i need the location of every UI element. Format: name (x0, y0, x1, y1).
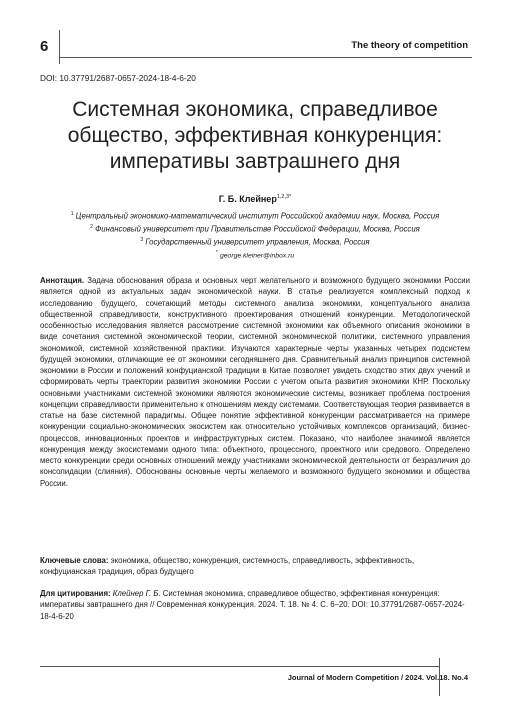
affiliation-item (40, 209, 470, 222)
citation-author: Клейнер Г. Б. (112, 589, 161, 598)
header-divider-vertical (59, 30, 60, 64)
citation (40, 588, 470, 622)
email-link[interactable]: george.kleiner@inbox.ru (219, 252, 295, 260)
citation-label: Для цитирования: (40, 589, 111, 598)
keywords-label: Ключевые слова: (40, 556, 109, 565)
citation-text: Системная экономика, справедливое общество, эффективная конкуренция: императивы завтрашнего дня // Современная конкуренция. 2024. Т. 18. № 4. С. 6–20. DOI: 10.37791/2687-0657-2024-18-4-6-20 (40, 589, 465, 621)
footer-rule (40, 666, 440, 667)
keywords-text: экономика, общество, конкуренция, системность, справедливость, эффективность, конфуцианская традиция, образ будущего (40, 556, 415, 577)
footer-journal: Journal of Modern Competition / 2024. Vol.18. No.4 (287, 673, 468, 682)
abstract-label: Аннотация. (40, 276, 85, 285)
abstract-text: Задача обоснования образа и основных черт желательного и возможного будущего экономики России является одной из актуальных задач экономической науки. В статье реализуется комплексный подход к исследованию будущего, сочетающий методы системного анализа экономики, концептуального анализа общественной справедливости, конструктивного проектирования отношений конкуренции. Методологической особенностью исследования является рассмотрение системной экономики как объемного описания экономики в виде сочетания системной экономической теории, системной экономической политики, системного управления экономикой, системной хозяйственной практики. Изучаются характерные черты указанных четырех подсистем будущей экономики, отличающие ее от экономики сегодняшнего дня. Сравнительный анализ принципов системной экономики в России и положений конфуцианской традиции в Китае позволяет увидеть сходство этих двух учений и сформировать черты траектории развития экономики России с учетом опыта развития экономики КНР. Поскольку основными участниками системной экономики являются экономические системы, возникает проблема построения концепции справедливости применительно к отношениям между системами. Соответствующая теория развивается в статье на базе системной парадигмы. Общее понятие эффективной конкуренции рассматривается на примере конкуренции социально-экономических экосистем как относительно устойчивых комплексов организаций, бизнес-процессов, инновационных проектов и инфраструктурных систем. Показано, что наиболее значимой является конкуренция между экосистемами одного типа: объектного, процессного, проектного или средового. Определено место конкуренции среди основных отношений между участниками экономической деятельности от безразличия до консолидации (слияния). Обоснованы основные черты желаемого и возможного будущего экономики и общества России. (40, 276, 470, 488)
affiliation-mark: 1 (70, 211, 74, 217)
email-item (40, 248, 470, 262)
author-marks: 1,2,3* (276, 194, 292, 200)
doi-line: DOI: 10.37791/2687-0657-2024-18-4-6-20 (40, 73, 196, 83)
author-name: Г. Б. Клейнер (218, 194, 277, 204)
affiliation-mark: 2 (90, 224, 93, 231)
affiliation-item (40, 222, 470, 235)
abstract (40, 275, 470, 489)
affiliation-mark: 3 (140, 237, 144, 244)
affiliations (40, 209, 470, 262)
header-rule (59, 57, 472, 58)
page-number: 6 (40, 38, 49, 55)
author-line (0, 194, 510, 204)
keywords (40, 555, 470, 578)
email-mark: * (215, 250, 218, 257)
affiliation-item (40, 235, 470, 248)
affiliation-text: Центральный экономико-математический институт Российской академии наук, Москва, Россия (75, 211, 440, 221)
affiliation-text: Финансовый университет при Правительстве Российской Федерации, Москва, Россия (95, 224, 420, 234)
affiliation-text: Государственный университет управления, Москва, Россия (145, 237, 370, 247)
journal-section-header: The theory of competition (351, 40, 468, 51)
article-title: Системная экономика, справедливое общество, эффективная конкуренция: императивы завтрашнего дня (67, 98, 443, 173)
